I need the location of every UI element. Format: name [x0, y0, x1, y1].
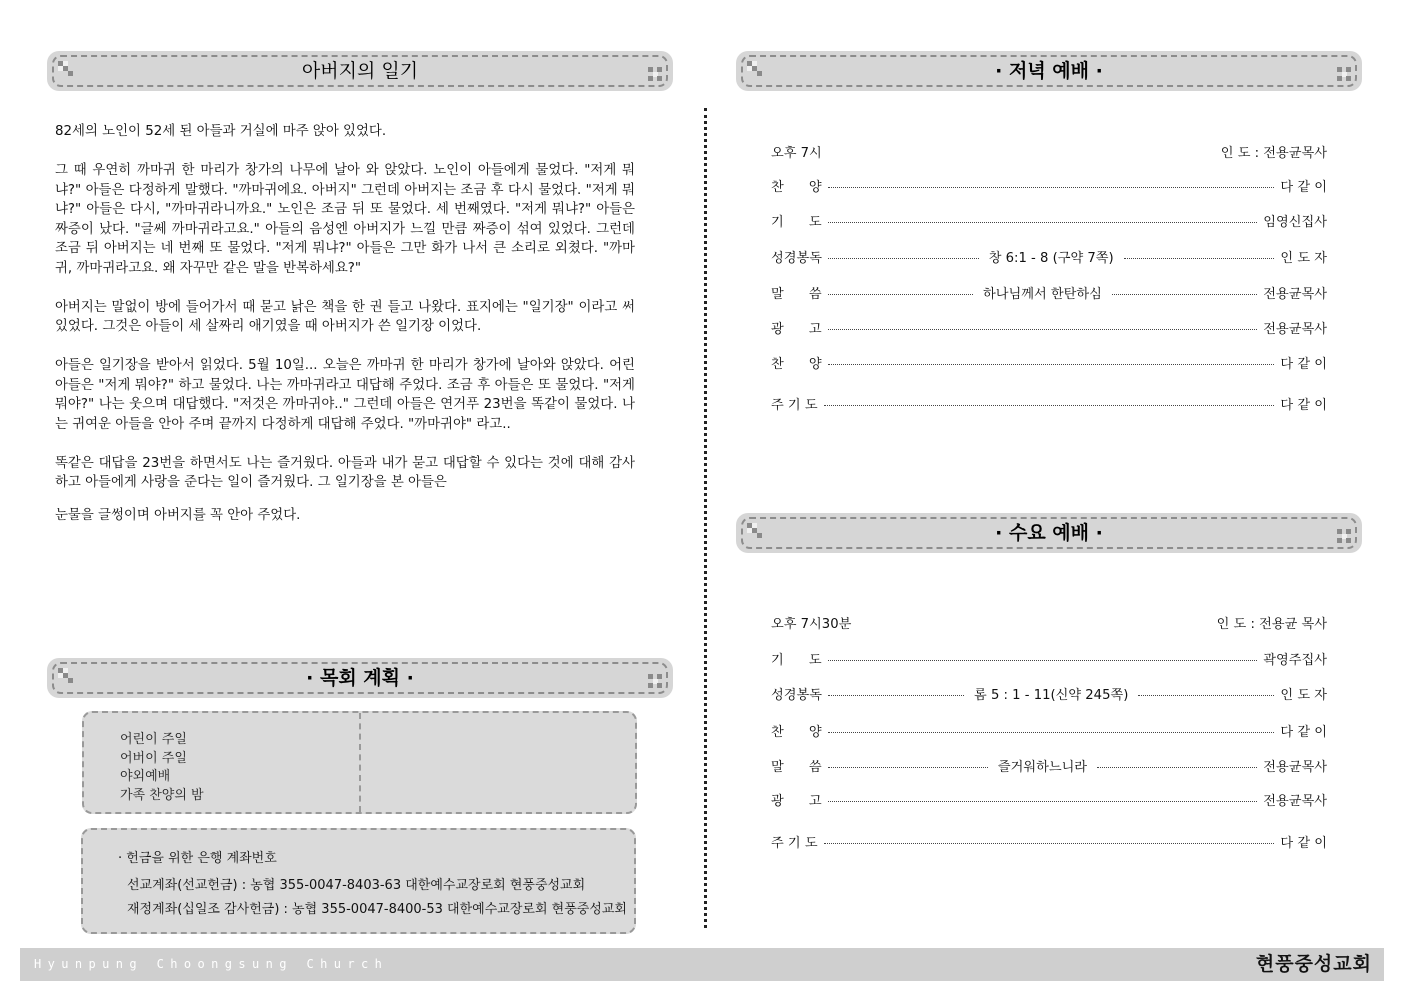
order-detail: 하나님께서 한탄하심 — [983, 286, 1102, 302]
evening-leader: 인 도 : 전용균목사 — [1220, 145, 1327, 161]
wednesday-header-row — [771, 611, 1327, 633]
order-person: 다 같 이 — [1280, 179, 1327, 195]
order-person: 다 같 이 — [1280, 724, 1327, 740]
dotted-leader — [828, 364, 1275, 365]
wednesday-order-row — [771, 754, 1327, 776]
evening-order-row — [771, 316, 1327, 338]
dotted-leader — [824, 843, 1275, 844]
order-person: 전용균목사 — [1263, 286, 1327, 302]
order-person: 곽영주집사 — [1263, 652, 1327, 668]
diary-paragraph: 그 때 우연히 까마귀 한 마리가 창가의 나무에 날아 와 앉았다. 노인이 아들에게 물었다. "저게 뭐냐?" 아들은 다정하게 말했다. "까마귀에요. 아버지" 그런데 아버지는 조금 후 다시 물었다. "저게 뭐냐?" 아들은 다시, "까마귀라니까요." 노인은 조금 뒤 또 물었다. 세 번째였다. "저게 뭐냐?" 아들은 짜증이 났다. "글쎄 까마귀라고요." 아들의 음성엔 아버지가 느낄 만큼 짜증이 섞여 있었다. 그런데 조금 뒤 아버지는 네 번째 또 물었다. "저게 뭐냐?" 아들은 그만 화가 나서 큰 소리로 외쳤다. "까마귀, 까마귀라고요. 왜 자꾸만 같은 말을 반복하세요?" — [55, 163, 635, 276]
dotted-leader — [1138, 695, 1274, 696]
plan-list — [120, 731, 204, 805]
order-label: 찬 양 — [771, 179, 822, 195]
diary-paragraph: 아들은 일기장을 받아서 읽었다. 5월 10일... 오늘은 까마귀 한 마리가 창가에 날아와 앉았다. 어린 아들은 "저게 뭐야?" 하고 물었다. 나는 까마귀라고 대답해 주었다. 조금 후 아들은 또 물었다. "저게 뭐야?" 나는 웃으며 대답했다. "저것은 까마귀야.." 그런데 아들은 연거푸 23번을 똑같이 물었다. 나는 귀여운 아들을 안아 주며 끝까지 다정하게 대답해 주었다. "까마귀야" 라고.. — [55, 358, 635, 432]
dotted-leader — [828, 801, 1258, 802]
order-person: 다 같 이 — [1280, 356, 1327, 372]
dotted-leader — [828, 695, 964, 696]
order-label: 주 기 도 — [771, 397, 818, 413]
plan-banner — [47, 658, 673, 698]
wednesday-order-row — [771, 647, 1327, 669]
diary-paragraph: 82세의 노인이 52세 된 아들과 거실에 마주 앉아 있었다. — [55, 124, 387, 139]
wednesday-banner — [736, 513, 1362, 553]
footer-english-name: Hyunpung Choongsung Church — [34, 957, 389, 971]
dotted-leader — [828, 294, 973, 295]
evening-order-row — [771, 351, 1327, 373]
dotted-leader — [828, 222, 1258, 223]
evening-title: · 저녁 예배 · — [995, 60, 1103, 82]
evening-order-row — [771, 281, 1327, 303]
bank-account-mission: 선교계좌(선교헌금) : 농협 355-0047-8403-63 대한예수교장로회 현풍중성교회 — [127, 878, 586, 893]
plan-title: · 목회 계획 · — [306, 667, 414, 689]
diary-paragraph: 눈물을 글썽이며 아버지를 꼭 안아 주었다. — [55, 507, 301, 523]
dotted-leader — [828, 187, 1275, 188]
order-label: 광 고 — [771, 321, 822, 337]
plan-item: 어버이 주일 — [120, 750, 187, 766]
wednesday-leader: 인 도 : 전용균 목사 — [1216, 616, 1327, 632]
order-label: 찬 양 — [771, 724, 822, 740]
order-detail: 롬 5 : 1 - 11(신약 245쪽) — [974, 687, 1129, 703]
order-label: 찬 양 — [771, 356, 822, 372]
footer-korean-name: 현풍중성교회 — [1255, 953, 1372, 975]
evening-header-row — [771, 140, 1327, 162]
bank-heading: · 헌금을 위한 은행 계좌번호 — [118, 851, 277, 866]
order-person: 전용균목사 — [1263, 793, 1327, 809]
order-label: 주 기 도 — [771, 835, 818, 851]
bank-account-finance: 재정계좌(십일조 감사헌금) : 농협 355-0047-8400-53 대한예수교장로회 현풍중성교회 — [127, 902, 627, 917]
plan-box — [82, 711, 637, 814]
dotted-leader — [824, 405, 1275, 406]
bank-box — [81, 828, 636, 934]
wednesday-title: · 수요 예배 · — [995, 522, 1103, 544]
order-detail: 즐거워하느니라 — [997, 759, 1088, 775]
order-detail: 창 6:1 - 8 (구약 7쪽) — [988, 250, 1114, 266]
wednesday-order-row — [771, 682, 1327, 704]
diary-paragraph: 아버지는 말없이 방에 들어가서 때 묻고 낡은 책을 한 권 들고 나왔다. 표지에는 "일기장" 이라고 써있었다. 그것은 아들이 세 살짜리 애기였을 때 아버지가 쓴 일기장 이었다. — [55, 299, 635, 334]
plan-item: 가족 찬양의 밤 — [120, 787, 204, 803]
dotted-leader — [828, 329, 1258, 330]
diary-body — [55, 122, 635, 545]
order-label: 성경봉독 — [771, 250, 822, 266]
dotted-leader — [828, 660, 1258, 661]
footer-bar — [20, 948, 1384, 981]
order-person: 다 같 이 — [1280, 397, 1327, 413]
plan-item: 어린이 주일 — [120, 732, 187, 747]
order-label: 성경봉독 — [771, 687, 822, 703]
order-label: 기 도 — [771, 214, 822, 230]
evening-time: 오후 7시 — [771, 145, 822, 161]
plan-divider — [359, 713, 361, 812]
evening-order-row — [771, 245, 1327, 267]
order-label: 광 고 — [771, 793, 822, 809]
wednesday-order-row — [771, 788, 1327, 810]
wednesday-order-row — [771, 830, 1327, 852]
order-person: 인 도 자 — [1280, 250, 1328, 266]
dotted-leader — [828, 767, 988, 768]
order-label: 말 씀 — [771, 286, 822, 302]
order-person: 전용균목사 — [1263, 321, 1327, 337]
order-person: 전용균목사 — [1263, 759, 1327, 775]
dotted-leader — [1124, 258, 1275, 259]
diary-banner — [47, 51, 673, 91]
dotted-leader — [828, 732, 1275, 733]
order-label: 말 씀 — [771, 759, 822, 775]
order-person: 다 같 이 — [1280, 835, 1327, 851]
diary-title: 아버지의 일기 — [301, 60, 419, 82]
column-divider — [704, 108, 707, 928]
order-person: 인 도 자 — [1280, 687, 1328, 703]
dotted-leader — [1112, 294, 1257, 295]
evening-order-row — [771, 392, 1327, 414]
wednesday-order-row — [771, 719, 1327, 741]
order-person: 임영신집사 — [1263, 214, 1327, 230]
dotted-leader — [828, 258, 979, 259]
dotted-leader — [1097, 767, 1257, 768]
order-label: 기 도 — [771, 652, 822, 668]
wednesday-time: 오후 7시30분 — [771, 616, 852, 632]
evening-banner — [736, 51, 1362, 91]
evening-order-row — [771, 209, 1327, 231]
evening-order-row — [771, 174, 1327, 196]
diary-paragraph: 똑같은 대답을 23번을 하면서도 나는 즐거웠다. 아들과 내가 묻고 대답할 수 있다는 것에 대해 감사하고 아들에게 사랑을 준다는 일이 즐거웠다. 그 일기장을 본 아들은 — [55, 455, 635, 490]
plan-item: 야외예배 — [120, 769, 171, 784]
